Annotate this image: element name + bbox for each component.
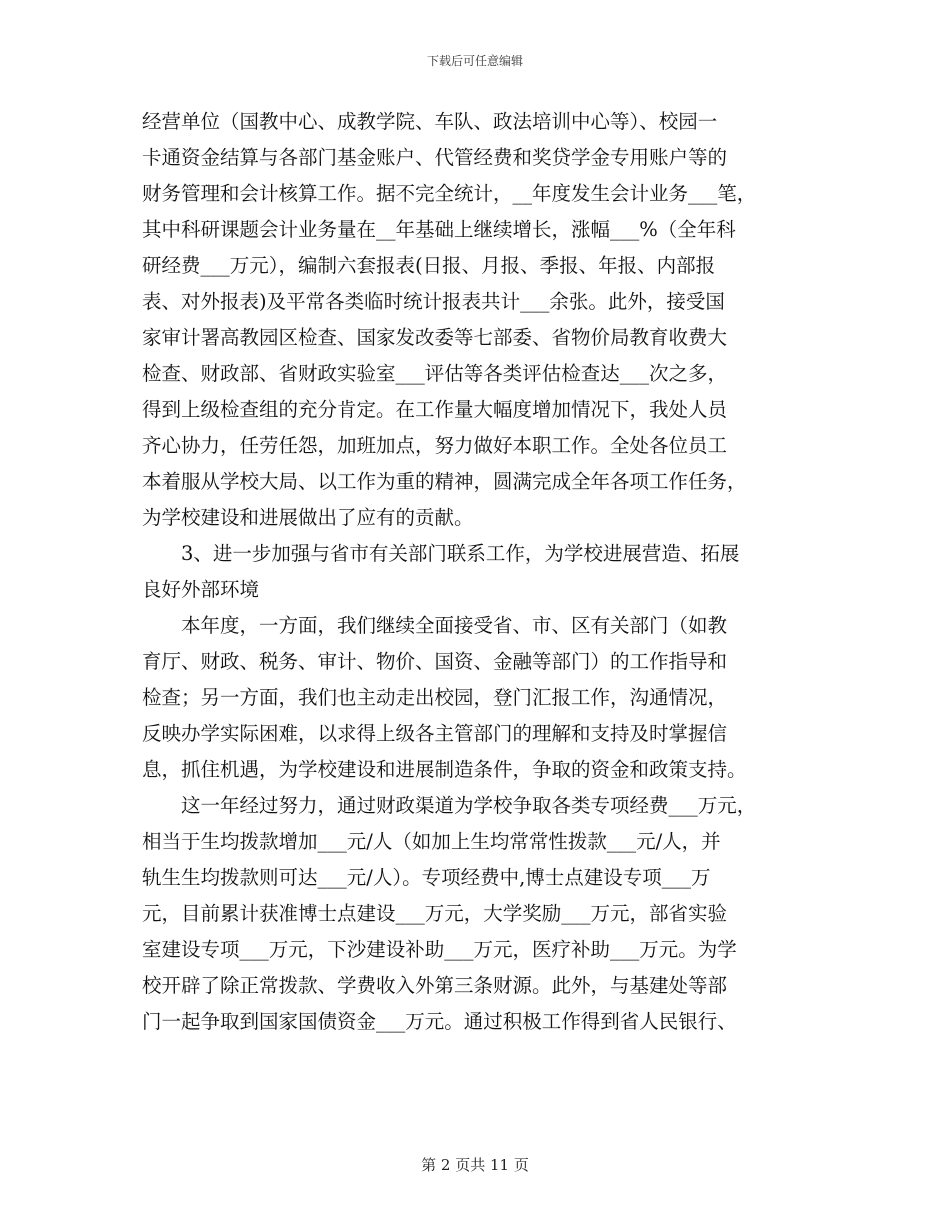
text-line-7: 家审计署高教园区检查、国家发改委等七部委、省物价局教育收费大 (142, 326, 728, 349)
text-line-8: 检查、财政部、省财政实验室___评估等各类评估检查达___次之多， (142, 362, 728, 385)
text-line-19: 息，抓住机遇，为学校建设和进展制造条件，争取的资金和政策支持。 (142, 758, 747, 781)
section-heading-line-1: 3、进一步加强与省市有关部门联系工作，为学校进展营造、拓展 (142, 542, 740, 565)
page-number-footer: 第 2 页共 11 页 (421, 1156, 529, 1174)
page-header: 下载后可任意编辑 (426, 54, 523, 68)
text-line-16: 育厅、财政、税务、审计、物价、国资、金融等部门）的工作指导和 (142, 650, 728, 673)
text-line-10: 齐心协力，任劳任怨，加班加点，努力做好本职工作。全处各位员工 (142, 434, 728, 457)
text-line-11: 本着服从学校大局、以工作为重的精神，圆满完成全年各项工作任务， (142, 470, 747, 493)
text-line-6: 表、对外报表)及平常各类临时统计报表共计___余张。此外，接受国 (142, 290, 725, 313)
text-line-3: 财务管理和会计核算工作。据不完全统计，__年度发生会计业务___笔， (142, 182, 757, 205)
text-line-9: 得到上级检查组的充分肯定。在工作量大幅度增加情况下，我处人员 (142, 398, 728, 421)
section-heading-line-2: 良好外部环境 (142, 578, 260, 601)
text-line-17: 检查；另一方面，我们也主动走出校园，登门汇报工作，沟通情况， (142, 686, 728, 709)
text-line-2: 卡通资金结算与各部门基金账户、代管经费和奖贷学金专用账户等的 (142, 146, 728, 169)
text-line-15: 本年度，一方面，我们继续全面接受省、市、区有关部门（如教 (142, 614, 728, 637)
text-line-1: 经营单位（国教中心、成教学院、车队、政法培训中心等）、校园一 (142, 110, 718, 133)
text-line-23: 元，目前累计获准博士点建设___万元，大学奖励___万元，部省实验 (142, 902, 728, 925)
text-line-5: 研经费___万元），编制六套报表(日报、月报、季报、年报、内部报 (142, 254, 716, 277)
document-body (142, 104, 822, 1040)
text-line-25: 校开辟了除正常拨款、学费收入外第三条财源。此外，与基建处等部 (142, 974, 728, 997)
text-line-26: 门一起争取到国家国债资金___万元。通过积极工作得到省人民银行、 (142, 1010, 737, 1033)
text-line-4: 其中科研课题会计业务量在__年基础上继续增长，涨幅___%（全年科 (142, 218, 736, 241)
text-line-24: 室建设专项___万元，下沙建设补助___万元，医疗补助___万元。为学 (142, 938, 737, 961)
text-line-18: 反映办学实际困难，以求得上级各主管部门的理解和支持及时掌握信 (142, 722, 728, 745)
text-line-22: 轨生生均拨款则可达___元/人）。专项经费中,博士点建设专项___万 (142, 866, 711, 889)
text-line-21: 相当于生均拨款增加___元/人（如加上生均常常性拨款___元/人，并 (142, 830, 721, 853)
text-line-12: 为学校建设和进展做出了应有的贡献。 (142, 506, 474, 529)
text-line-20: 这一年经过努力，通过财政渠道为学校争取各类专项经费___万元， (142, 794, 757, 817)
